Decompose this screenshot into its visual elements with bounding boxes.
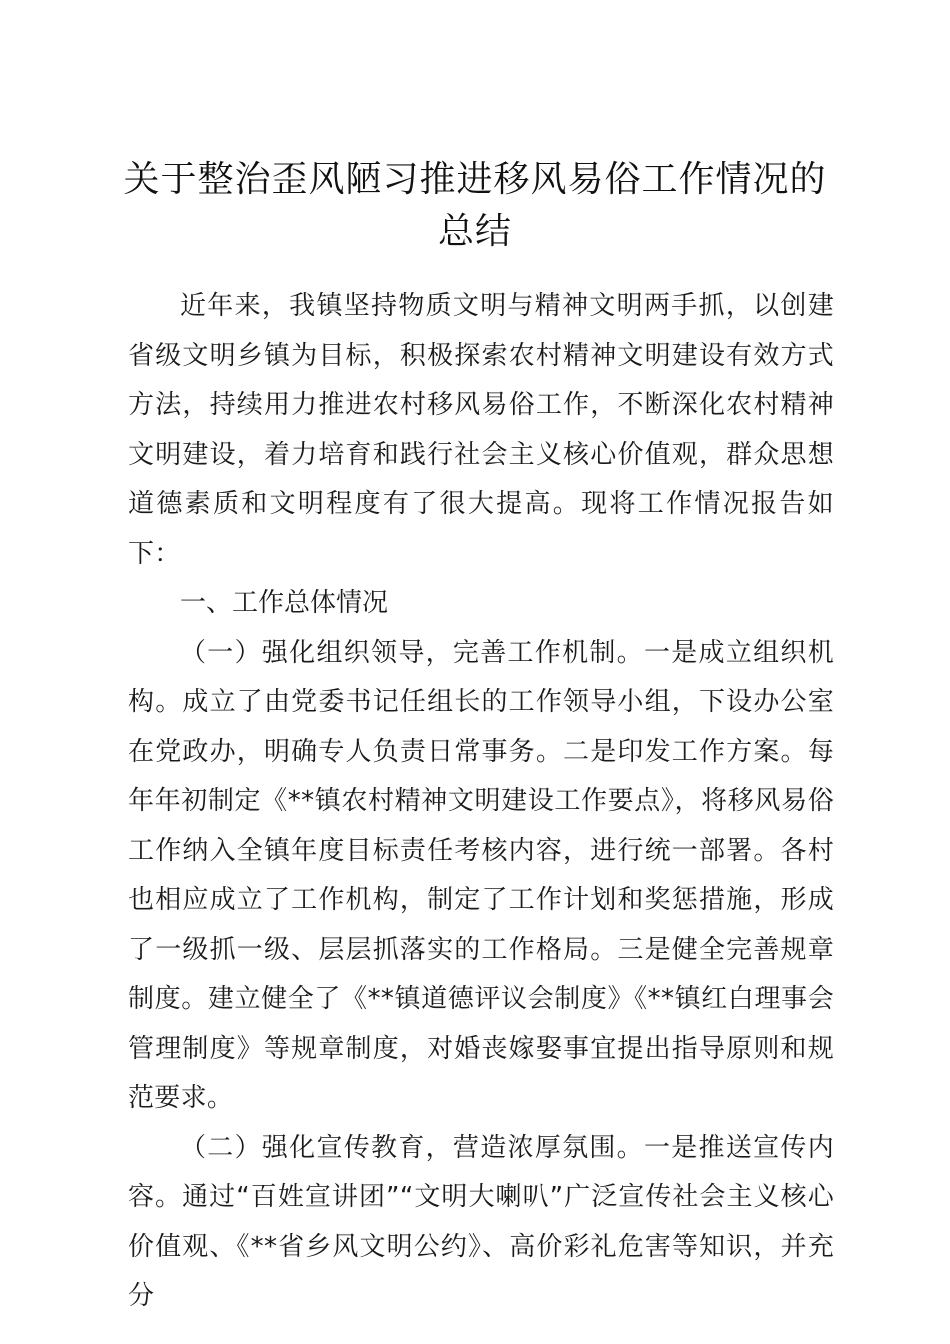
section-1-paragraph: （一）强化组织领导，完善工作机制。一是成立组织机构。成立了由党委书记任组长的工作领导小组，下设办公室在党政办，明确专人负责日常事务。二是印发工作方案。每年年初制定《**镇农村精神文明建设工作要点》，将移风易俗工作纳入全镇年度目标责任考核内容，进行统一部署。各村也相应成立了工作机构，制定了工作计划和奖惩措施，形成了一级抓一级、层层抓落实的工作格局。三是健全完善规章制度。建立健全了《**镇道德评议会制度》《**镇红白理事会管理制度》等规章制度，对婚丧嫁娶事宜提出指导原则和规范要求。 xyxy=(128,637,834,1113)
document-body xyxy=(128,282,834,1322)
intro-paragraph: 近年来，我镇坚持物质文明与精神文明两手抓，以创建省级文明乡镇为目标，积极探索农村精神文明建设有效方式方法，持续用力推进农村移风易俗工作，不断深化农村精神文明建设，着力培育和践行社会主义核心价值观，群众思想道德素质和文明程度有了很大提高。现将工作情况报告如下： xyxy=(128,291,834,569)
section-2-paragraph: （二）强化宣传教育，营造浓厚氛围。一是推送宣传内容。通过“百姓宣讲团”“文明大喇叭”广泛宣传社会主义核心价值观、《**省乡风文明公约》、高价彩礼危害等知识，并充分 xyxy=(128,1132,834,1311)
section-heading: 一、工作总体情况 xyxy=(180,588,389,618)
document-title: 关于整治歪风陋习推进移风易俗工作情况的总结 xyxy=(123,159,827,252)
